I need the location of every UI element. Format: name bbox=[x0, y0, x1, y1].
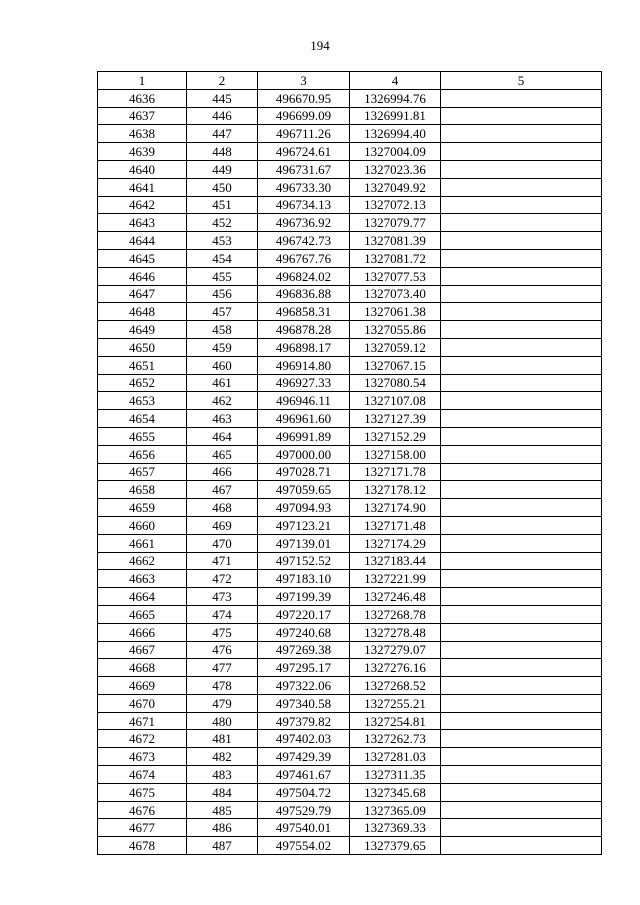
page-number: 194 bbox=[310, 38, 330, 53]
table-cell bbox=[441, 801, 602, 819]
table-cell: 1326994.76 bbox=[350, 89, 441, 107]
table-cell bbox=[441, 730, 602, 748]
table-cell: 4653 bbox=[98, 392, 187, 410]
table-row bbox=[98, 605, 602, 623]
table-row bbox=[98, 303, 602, 321]
table-row bbox=[98, 499, 602, 517]
table-row bbox=[98, 427, 602, 445]
table-cell: 4671 bbox=[98, 712, 187, 730]
table-cell bbox=[441, 160, 602, 178]
table-cell bbox=[441, 267, 602, 285]
table-cell: 482 bbox=[187, 748, 258, 766]
table-cell: 1327081.72 bbox=[350, 249, 441, 267]
column-header: 1 bbox=[98, 72, 187, 90]
table-cell: 4647 bbox=[98, 285, 187, 303]
table-cell: 497269.38 bbox=[258, 641, 350, 659]
table-cell: 1327049.92 bbox=[350, 178, 441, 196]
table-cell: 470 bbox=[187, 534, 258, 552]
table-cell: 454 bbox=[187, 249, 258, 267]
table-cell: 4643 bbox=[98, 214, 187, 232]
table-cell: 1327077.53 bbox=[350, 267, 441, 285]
table-cell: 4656 bbox=[98, 445, 187, 463]
table-cell bbox=[441, 641, 602, 659]
table-cell bbox=[441, 605, 602, 623]
table-body bbox=[98, 89, 602, 854]
table-cell bbox=[441, 481, 602, 499]
table-cell: 1327221.99 bbox=[350, 570, 441, 588]
table-cell: 4650 bbox=[98, 338, 187, 356]
table-cell: 484 bbox=[187, 783, 258, 801]
table-cell: 497139.01 bbox=[258, 534, 350, 552]
table-cell: 1327311.35 bbox=[350, 766, 441, 784]
table-row bbox=[98, 125, 602, 143]
table-cell: 497240.68 bbox=[258, 623, 350, 641]
table-cell: 1327081.39 bbox=[350, 232, 441, 250]
table-cell: 496724.61 bbox=[258, 143, 350, 161]
table-cell bbox=[441, 516, 602, 534]
table-cell: 1327254.81 bbox=[350, 712, 441, 730]
table-cell: 459 bbox=[187, 338, 258, 356]
table-cell: 497059.65 bbox=[258, 481, 350, 499]
table-cell: 1327127.39 bbox=[350, 410, 441, 428]
table-cell: 496824.02 bbox=[258, 267, 350, 285]
table-cell bbox=[441, 392, 602, 410]
table-row bbox=[98, 249, 602, 267]
table-cell: 1327345.68 bbox=[350, 783, 441, 801]
table-cell bbox=[441, 178, 602, 196]
table-cell: 475 bbox=[187, 623, 258, 641]
table-row bbox=[98, 214, 602, 232]
table-cell: 483 bbox=[187, 766, 258, 784]
table-cell: 487 bbox=[187, 837, 258, 855]
table-cell bbox=[441, 89, 602, 107]
table-cell: 496858.31 bbox=[258, 303, 350, 321]
table-row bbox=[98, 588, 602, 606]
column-header: 2 bbox=[187, 72, 258, 90]
table-cell bbox=[441, 410, 602, 428]
table-cell: 476 bbox=[187, 641, 258, 659]
table-row bbox=[98, 356, 602, 374]
table-cell: 4669 bbox=[98, 677, 187, 695]
table-cell: 473 bbox=[187, 588, 258, 606]
table-cell: 1327178.12 bbox=[350, 481, 441, 499]
column-header: 4 bbox=[350, 72, 441, 90]
table-cell: 4676 bbox=[98, 801, 187, 819]
table-cell: 465 bbox=[187, 445, 258, 463]
table-cell: 4675 bbox=[98, 783, 187, 801]
table-cell: 1326991.81 bbox=[350, 107, 441, 125]
table-row bbox=[98, 143, 602, 161]
table-cell: 1327379.65 bbox=[350, 837, 441, 855]
table-cell: 4639 bbox=[98, 143, 187, 161]
table-row bbox=[98, 516, 602, 534]
table-cell: 496734.13 bbox=[258, 196, 350, 214]
table-row bbox=[98, 338, 602, 356]
table-cell: 1327152.29 bbox=[350, 427, 441, 445]
table-cell bbox=[441, 249, 602, 267]
table-cell: 1327107.08 bbox=[350, 392, 441, 410]
table-row bbox=[98, 552, 602, 570]
table-cell: 4645 bbox=[98, 249, 187, 267]
table-cell: 449 bbox=[187, 160, 258, 178]
table-cell bbox=[441, 463, 602, 481]
table-cell: 4642 bbox=[98, 196, 187, 214]
table-row bbox=[98, 232, 602, 250]
table-cell: 4678 bbox=[98, 837, 187, 855]
table-cell: 1327365.09 bbox=[350, 801, 441, 819]
table-row bbox=[98, 463, 602, 481]
table-cell bbox=[441, 214, 602, 232]
table-row bbox=[98, 570, 602, 588]
table-cell bbox=[441, 659, 602, 677]
table-cell: 1327004.09 bbox=[350, 143, 441, 161]
table-cell: 4640 bbox=[98, 160, 187, 178]
table-row bbox=[98, 730, 602, 748]
table-cell: 4660 bbox=[98, 516, 187, 534]
table-cell: 496836.88 bbox=[258, 285, 350, 303]
table-cell: 496914.80 bbox=[258, 356, 350, 374]
table-cell: 1327279.07 bbox=[350, 641, 441, 659]
table-cell: 4664 bbox=[98, 588, 187, 606]
table-cell bbox=[441, 445, 602, 463]
coordinates-table bbox=[97, 71, 602, 855]
table-row bbox=[98, 694, 602, 712]
table-cell: 445 bbox=[187, 89, 258, 107]
table-cell bbox=[441, 232, 602, 250]
table-cell: 497322.06 bbox=[258, 677, 350, 695]
table-cell: 1327158.00 bbox=[350, 445, 441, 463]
table-cell: 471 bbox=[187, 552, 258, 570]
table-row bbox=[98, 481, 602, 499]
table-cell: 496767.76 bbox=[258, 249, 350, 267]
table-cell: 467 bbox=[187, 481, 258, 499]
table-cell: 4662 bbox=[98, 552, 187, 570]
table-cell bbox=[441, 766, 602, 784]
table-cell: 477 bbox=[187, 659, 258, 677]
table-cell: 472 bbox=[187, 570, 258, 588]
table-cell: 4666 bbox=[98, 623, 187, 641]
table-cell: 4648 bbox=[98, 303, 187, 321]
table-cell: 463 bbox=[187, 410, 258, 428]
table-row bbox=[98, 267, 602, 285]
table-cell bbox=[441, 552, 602, 570]
table-cell: 4646 bbox=[98, 267, 187, 285]
table-cell bbox=[441, 694, 602, 712]
table-cell: 466 bbox=[187, 463, 258, 481]
table-cell bbox=[441, 570, 602, 588]
table-cell bbox=[441, 623, 602, 641]
table-cell: 496736.92 bbox=[258, 214, 350, 232]
table-cell: 456 bbox=[187, 285, 258, 303]
table-cell bbox=[441, 534, 602, 552]
table-row bbox=[98, 196, 602, 214]
column-header: 5 bbox=[441, 72, 602, 90]
table-cell: 496898.17 bbox=[258, 338, 350, 356]
table-row bbox=[98, 321, 602, 339]
table-cell bbox=[441, 427, 602, 445]
table-cell: 1327268.52 bbox=[350, 677, 441, 695]
table-cell bbox=[441, 107, 602, 125]
table-row bbox=[98, 392, 602, 410]
table-cell: 1327171.78 bbox=[350, 463, 441, 481]
table-cell: 464 bbox=[187, 427, 258, 445]
table-row bbox=[98, 107, 602, 125]
table-cell: 4644 bbox=[98, 232, 187, 250]
table-cell: 497540.01 bbox=[258, 819, 350, 837]
table-cell: 497152.52 bbox=[258, 552, 350, 570]
table-cell: 497199.39 bbox=[258, 588, 350, 606]
table-cell: 496742.73 bbox=[258, 232, 350, 250]
table-cell: 480 bbox=[187, 712, 258, 730]
table-cell: 497123.21 bbox=[258, 516, 350, 534]
table-cell bbox=[441, 837, 602, 855]
table-cell: 497504.72 bbox=[258, 783, 350, 801]
table-cell: 4668 bbox=[98, 659, 187, 677]
table-cell: 479 bbox=[187, 694, 258, 712]
table-cell: 1327073.40 bbox=[350, 285, 441, 303]
table-row bbox=[98, 178, 602, 196]
table-cell bbox=[441, 285, 602, 303]
table-cell: 1327183.44 bbox=[350, 552, 441, 570]
table-cell: 453 bbox=[187, 232, 258, 250]
table-cell: 4673 bbox=[98, 748, 187, 766]
table-cell bbox=[441, 196, 602, 214]
table-cell: 1327369.33 bbox=[350, 819, 441, 837]
table-row bbox=[98, 783, 602, 801]
table-cell: 4637 bbox=[98, 107, 187, 125]
table-cell bbox=[441, 783, 602, 801]
table-cell: 1327171.48 bbox=[350, 516, 441, 534]
table-cell: 1327061.38 bbox=[350, 303, 441, 321]
table-cell: 481 bbox=[187, 730, 258, 748]
table-row bbox=[98, 837, 602, 855]
table-cell: 4663 bbox=[98, 570, 187, 588]
table-row bbox=[98, 410, 602, 428]
table-cell: 485 bbox=[187, 801, 258, 819]
table-cell: 1327255.21 bbox=[350, 694, 441, 712]
table-cell: 448 bbox=[187, 143, 258, 161]
table-cell: 1327246.48 bbox=[350, 588, 441, 606]
table-header-row bbox=[98, 72, 602, 90]
table-row bbox=[98, 677, 602, 695]
table-cell: 4661 bbox=[98, 534, 187, 552]
table-cell: 496670.95 bbox=[258, 89, 350, 107]
table-cell bbox=[441, 338, 602, 356]
table-cell: 496927.33 bbox=[258, 374, 350, 392]
table-row bbox=[98, 160, 602, 178]
table-cell: 452 bbox=[187, 214, 258, 232]
table-cell: 461 bbox=[187, 374, 258, 392]
table-cell: 4667 bbox=[98, 641, 187, 659]
table-cell: 1327276.16 bbox=[350, 659, 441, 677]
table-cell: 497094.93 bbox=[258, 499, 350, 517]
table-cell bbox=[441, 321, 602, 339]
table-row bbox=[98, 285, 602, 303]
table-cell: 458 bbox=[187, 321, 258, 339]
table-cell: 1326994.40 bbox=[350, 125, 441, 143]
table-cell: 460 bbox=[187, 356, 258, 374]
table-cell: 497183.10 bbox=[258, 570, 350, 588]
table-cell: 4652 bbox=[98, 374, 187, 392]
table-cell: 4655 bbox=[98, 427, 187, 445]
table-cell: 496946.11 bbox=[258, 392, 350, 410]
table-cell: 497220.17 bbox=[258, 605, 350, 623]
table-cell: 1327023.36 bbox=[350, 160, 441, 178]
table-row bbox=[98, 801, 602, 819]
table-cell bbox=[441, 303, 602, 321]
table-cell: 455 bbox=[187, 267, 258, 285]
table-cell: 1327174.90 bbox=[350, 499, 441, 517]
table-cell: 4674 bbox=[98, 766, 187, 784]
table-cell: 4665 bbox=[98, 605, 187, 623]
table-cell bbox=[441, 356, 602, 374]
table-cell: 496733.30 bbox=[258, 178, 350, 196]
table-cell: 1327278.48 bbox=[350, 623, 441, 641]
table-cell: 451 bbox=[187, 196, 258, 214]
table-cell bbox=[441, 819, 602, 837]
table-cell: 497429.39 bbox=[258, 748, 350, 766]
table-cell bbox=[441, 499, 602, 517]
table-cell: 496731.67 bbox=[258, 160, 350, 178]
table-cell: 496991.89 bbox=[258, 427, 350, 445]
table-row bbox=[98, 712, 602, 730]
column-header: 3 bbox=[258, 72, 350, 90]
table-cell: 4670 bbox=[98, 694, 187, 712]
table-cell bbox=[441, 374, 602, 392]
table-cell: 474 bbox=[187, 605, 258, 623]
table-cell: 450 bbox=[187, 178, 258, 196]
table-row bbox=[98, 819, 602, 837]
table-row bbox=[98, 89, 602, 107]
table-cell: 4659 bbox=[98, 499, 187, 517]
table-cell: 468 bbox=[187, 499, 258, 517]
table-cell: 497028.71 bbox=[258, 463, 350, 481]
table-row bbox=[98, 641, 602, 659]
table-cell: 486 bbox=[187, 819, 258, 837]
table-cell bbox=[441, 143, 602, 161]
table-cell: 497554.02 bbox=[258, 837, 350, 855]
table-row bbox=[98, 748, 602, 766]
table-row bbox=[98, 445, 602, 463]
table-row bbox=[98, 766, 602, 784]
table-cell: 497529.79 bbox=[258, 801, 350, 819]
table-cell: 497000.00 bbox=[258, 445, 350, 463]
table-cell: 1327072.13 bbox=[350, 196, 441, 214]
table-cell: 1327067.15 bbox=[350, 356, 441, 374]
table-cell: 457 bbox=[187, 303, 258, 321]
table-cell: 1327174.29 bbox=[350, 534, 441, 552]
table-cell: 496961.60 bbox=[258, 410, 350, 428]
table-cell: 4672 bbox=[98, 730, 187, 748]
table-cell: 4657 bbox=[98, 463, 187, 481]
table-cell: 4649 bbox=[98, 321, 187, 339]
table-cell: 497295.17 bbox=[258, 659, 350, 677]
table-cell: 496878.28 bbox=[258, 321, 350, 339]
table-cell: 1327281.03 bbox=[350, 748, 441, 766]
table-cell bbox=[441, 125, 602, 143]
table-cell: 1327268.78 bbox=[350, 605, 441, 623]
table-cell bbox=[441, 588, 602, 606]
table-cell: 497340.58 bbox=[258, 694, 350, 712]
table-cell: 1327262.73 bbox=[350, 730, 441, 748]
table-cell: 4636 bbox=[98, 89, 187, 107]
table-cell: 1327059.12 bbox=[350, 338, 441, 356]
table-row bbox=[98, 534, 602, 552]
table-cell: 478 bbox=[187, 677, 258, 695]
table-cell: 4677 bbox=[98, 819, 187, 837]
table-row bbox=[98, 623, 602, 641]
table-cell: 496711.26 bbox=[258, 125, 350, 143]
table-cell: 496699.09 bbox=[258, 107, 350, 125]
table-cell bbox=[441, 748, 602, 766]
table-cell: 4641 bbox=[98, 178, 187, 196]
table-cell: 1327080.54 bbox=[350, 374, 441, 392]
table-cell: 497402.03 bbox=[258, 730, 350, 748]
table-cell: 4654 bbox=[98, 410, 187, 428]
table-cell bbox=[441, 677, 602, 695]
table-cell: 1327055.86 bbox=[350, 321, 441, 339]
table-cell: 1327079.77 bbox=[350, 214, 441, 232]
table-cell: 497379.82 bbox=[258, 712, 350, 730]
table-cell: 446 bbox=[187, 107, 258, 125]
table-cell: 4658 bbox=[98, 481, 187, 499]
table-cell: 462 bbox=[187, 392, 258, 410]
table-cell: 497461.67 bbox=[258, 766, 350, 784]
table-row bbox=[98, 659, 602, 677]
table-cell: 447 bbox=[187, 125, 258, 143]
table-cell: 469 bbox=[187, 516, 258, 534]
table-cell: 4651 bbox=[98, 356, 187, 374]
table-cell bbox=[441, 712, 602, 730]
table-row bbox=[98, 374, 602, 392]
table-cell: 4638 bbox=[98, 125, 187, 143]
